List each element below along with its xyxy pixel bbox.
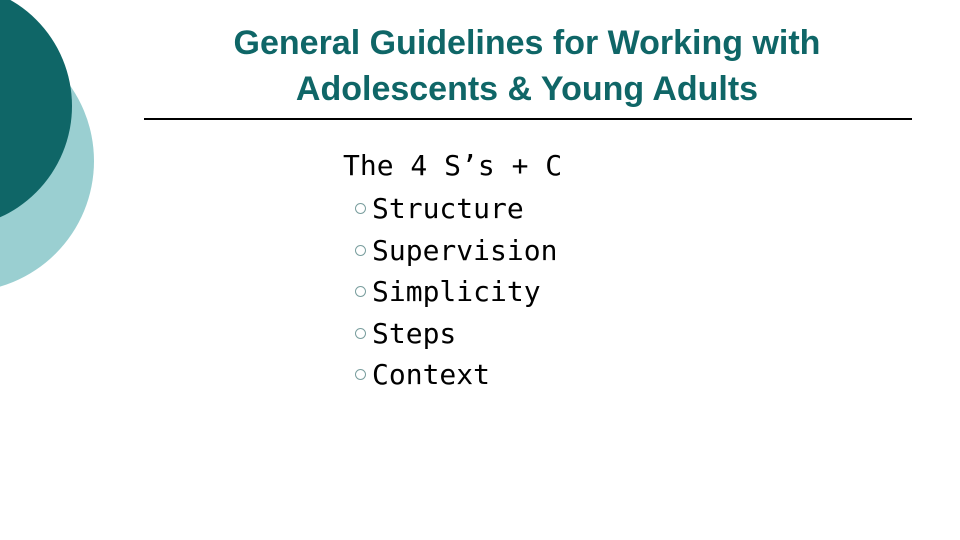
bullet-list [343,188,562,396]
slide-title [150,20,904,112]
title-line-1: General Guidelines for Working with [233,24,821,62]
list-item [355,354,562,396]
list-item-label: Context [372,358,491,391]
hollow-circle-bullet-icon [355,203,366,214]
hollow-circle-bullet-icon [355,286,366,297]
title-line-2: Adolescents & Young Adults [295,70,759,108]
hollow-circle-bullet-icon [355,369,366,380]
list-item [355,271,562,313]
hollow-circle-bullet-icon [355,328,366,339]
list-item [355,313,562,355]
list-item [355,188,562,230]
list-item-label: Steps [372,316,457,350]
title-divider [144,118,912,120]
list-item [355,230,562,272]
slide-body [343,146,562,396]
hollow-circle-bullet-icon [355,245,366,256]
list-item-label: Simplicity [372,275,541,308]
list-item-label: Supervision [372,233,558,267]
list-item-label: Structure [372,192,524,225]
body-heading: The 4 S’s + C [343,149,563,182]
